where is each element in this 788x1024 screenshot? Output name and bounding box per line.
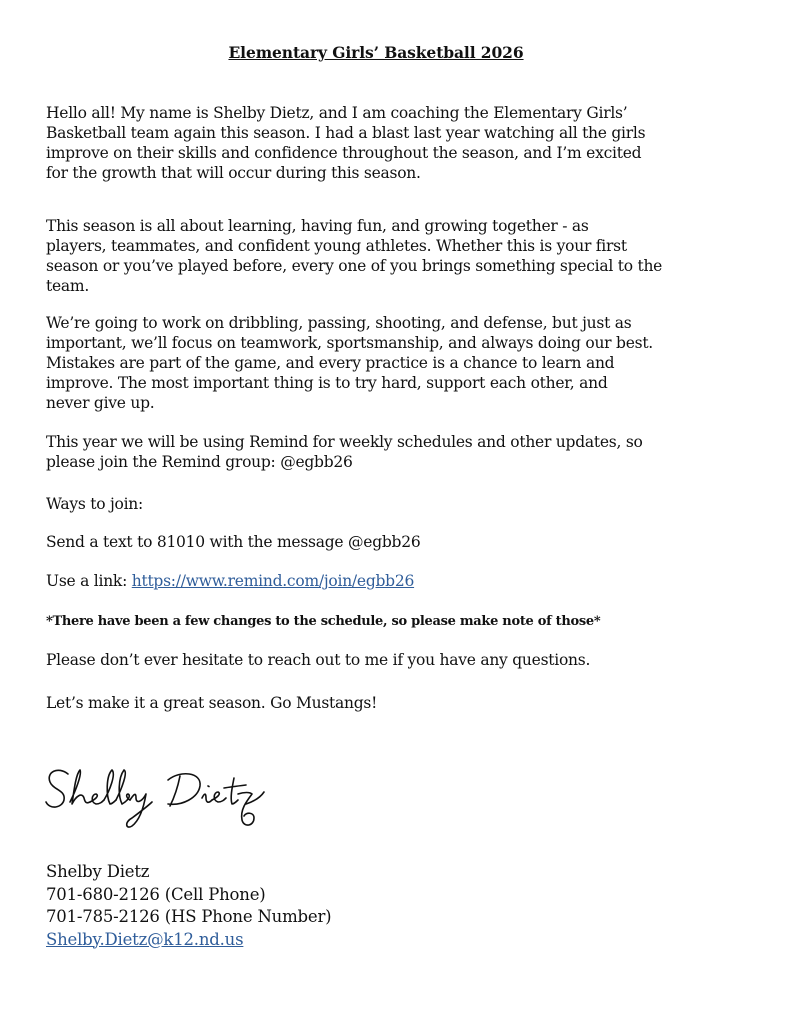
skills-line: Mistakes are part of the game, and every practice is a chance to learn and	[46, 354, 615, 372]
skills-line: important, we’ll focus on teamwork, sportsmanship, and always doing our best.	[46, 334, 653, 352]
skills-paragraph	[46, 313, 736, 413]
remind-line: This year we will be using Remind for weekly schedules and other updates, so	[46, 433, 643, 451]
intro-line: Hello all! My name is Shelby Dietz, and I am coaching the Elementary Girls’	[46, 104, 628, 122]
link-join-option	[46, 571, 736, 591]
remind-line: please join the Remind group: @egbb26	[46, 453, 353, 471]
contact-block	[46, 861, 331, 951]
remind-paragraph	[46, 432, 736, 472]
season-line: This season is all about learning, having fun, and growing together - as	[46, 217, 589, 235]
handwritten-signature	[40, 760, 280, 840]
intro-line: improve on their skills and confidence throughout the season, and I’m excited	[46, 144, 642, 162]
closing-paragraph: Let’s make it a great season. Go Mustangs!	[46, 694, 378, 712]
contact-hs-phone: 701-785-2126 (HS Phone Number)	[46, 907, 332, 926]
intro-paragraph	[46, 103, 736, 183]
skills-line: We’re going to work on dribbling, passing, shooting, and defense, but just as	[46, 314, 632, 332]
schedule-change-note: *There have been a few changes to the schedule, so please make note of those*	[46, 614, 601, 629]
season-line: season or you’ve played before, every one of you brings something special to the	[46, 257, 663, 275]
link-prefix: Use a link:	[46, 572, 132, 590]
questions-paragraph: Please don’t ever hesitate to reach out to me if you have any questions.	[46, 651, 591, 669]
skills-line: improve. The most important thing is to try hard, support each other, and	[46, 374, 608, 392]
contact-name: Shelby Dietz	[46, 862, 150, 881]
text-join-option: Send a text to 81010 with the message @egbb26	[46, 533, 421, 551]
remind-join-link[interactable]: https://www.remind.com/join/egbb26	[131, 572, 415, 590]
ways-to-join-heading: Ways to join:	[46, 495, 144, 513]
page-title: Elementary Girls’ Basketball 2026	[228, 43, 524, 62]
contact-cell-phone: 701-680-2126 (Cell Phone)	[46, 884, 266, 904]
season-line: team.	[46, 277, 90, 295]
season-paragraph	[46, 216, 736, 296]
skills-line: never give up.	[46, 394, 155, 412]
contact-email-link[interactable]: Shelby.Dietz@k12.nd.us	[46, 929, 244, 949]
intro-line: for the growth that will occur during this season.	[46, 164, 421, 182]
season-line: players, teammates, and confident young athletes. Whether this is your first	[46, 237, 627, 255]
intro-line: Basketball team again this season. I had a blast last year watching all the girls	[46, 124, 646, 142]
